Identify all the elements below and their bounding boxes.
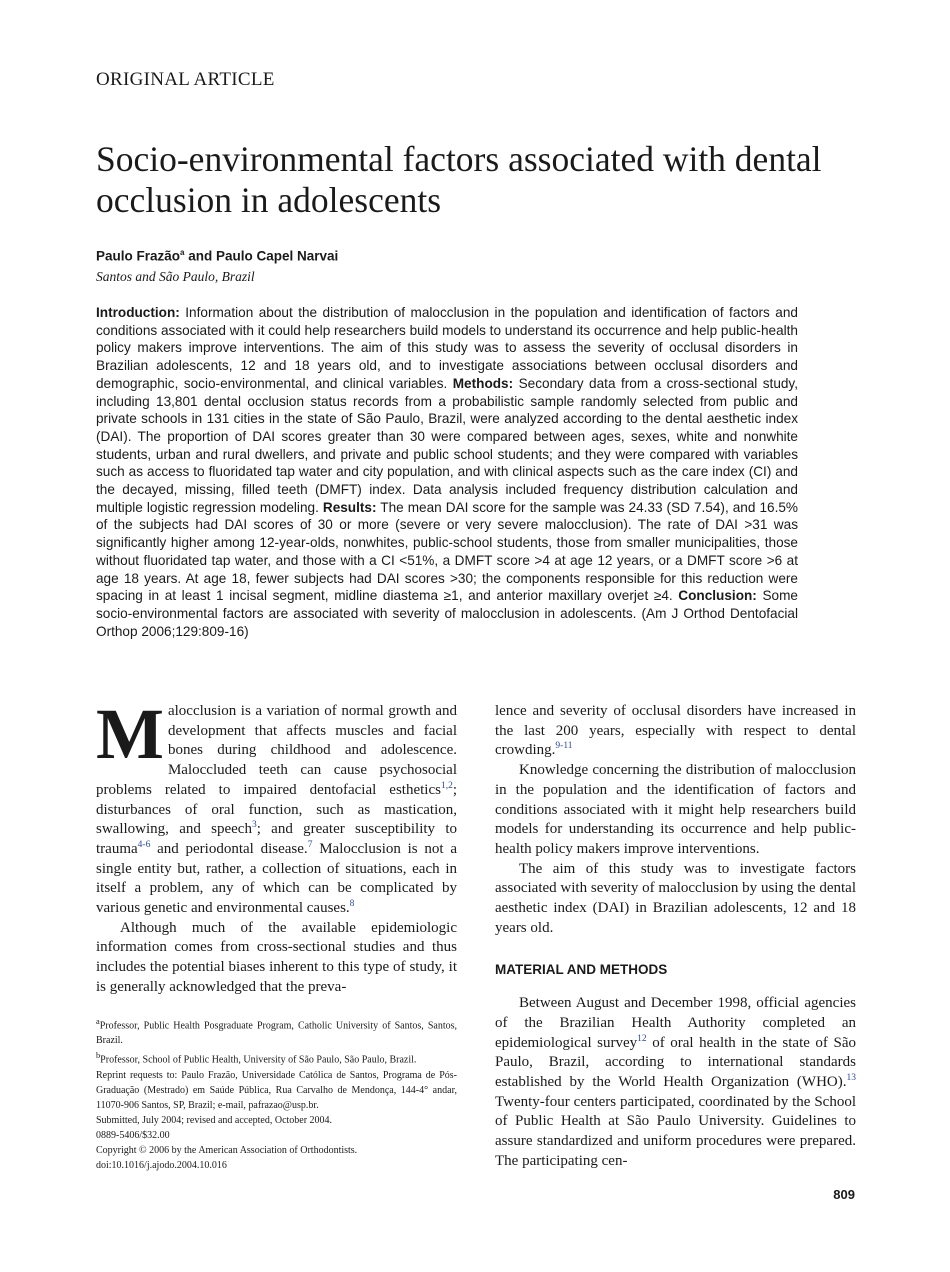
drop-cap: M xyxy=(96,694,164,774)
methods-p1-text-b: of oral health in the state of São Paulo, Brazil, according to international standards established by the World Health Organization (WHO). xyxy=(495,1034,856,1090)
section-heading-methods: MATERIAL AND METHODS xyxy=(495,962,668,978)
author-2: and Paulo Capel Narvai xyxy=(184,248,339,264)
citation-link[interactable]: 3 xyxy=(251,820,257,831)
abstract-intro-label: Introduction: xyxy=(96,305,180,320)
intro-p1-text-d: and periodontal disease. xyxy=(150,840,308,857)
intro-p1-text-c: ; and greater susceptibility to trauma xyxy=(96,821,457,857)
citation-link[interactable]: 8 xyxy=(349,899,355,910)
intro-p3-text: lence and severity of occlusal disorders have increased in the last 200 years, especially with respect to dental crowding. xyxy=(495,703,856,759)
author-1-affiliation-marker: a xyxy=(180,248,185,257)
intro-paragraph-5: The aim of this study was to investigate factors associated with severity of malocclusion by using the dental aesthetic index (DAI) in Brazilian adolescents, 12 and 18 years old. xyxy=(495,860,856,936)
footnote-b-marker: b xyxy=(96,1051,101,1061)
abstract-conclusion-text: Some socio-environmental factors are associated with severity of malocclusion in adolescents. (Am J Orthod Dentofacial Orthop 2006;129:809-16) xyxy=(96,588,798,639)
author-affiliation: Santos and São Paulo, Brazil xyxy=(96,269,255,284)
intro-p1-text-a: alocclusion is a variation of normal growth and development that affects muscles and facial bones during childhood and adolescence. Maloccluded teeth can cause psychosocial problems related to impaired dentofacial esthetics xyxy=(96,703,457,798)
footnote-b-text: Professor, School of Public Health, University of São Paulo, São Paulo, Brazil. xyxy=(100,1054,417,1066)
section-label: ORIGINAL ARTICLE xyxy=(96,69,275,90)
issn: 0889-5406/$32.00 xyxy=(96,1129,170,1141)
abstract-conclusion-label: Conclusion: xyxy=(678,588,757,604)
citation-link[interactable]: 12 xyxy=(637,1033,647,1044)
body-column-left xyxy=(96,694,457,998)
abstract-intro-text: Information about the distribution of malocclusion in the population and identification of factors and conditions associated with it could help researchers build models to understand its occurrence and help public-health policy makers improve interventions. The aim of this study was to assess the severity of occlusal disorders in Brazilian adolescents, 12 and 18 years old, and to investigate associations between occlusal disorders and demographic, socio-environmental, and clinical variables. xyxy=(96,305,798,391)
footnotes xyxy=(96,1014,457,1173)
body-column-right xyxy=(495,702,856,1171)
footnote-a xyxy=(96,1014,457,1048)
abstract-results-label: Results: xyxy=(322,499,377,515)
citation-link[interactable]: 1,2 xyxy=(440,780,453,791)
footnote-a-marker: a xyxy=(96,1017,100,1026)
copyright: Copyright © 2006 by the American Association of Orthodontists. xyxy=(96,1144,358,1156)
abstract-methods-label: Methods: xyxy=(452,375,514,391)
intro-paragraph-4: Knowledge concerning the distribution of malocclusion in the population and the identification of factors and conditions associated with it might help researchers build models for understanding its occurrence and help public-health policy makers improve interventions. xyxy=(495,762,856,857)
citation-link[interactable]: 9-11 xyxy=(555,741,573,752)
author-line xyxy=(96,248,338,264)
intro-p1-text-b: ; disturbances of oral function, such as mastication, swallowing, and speech xyxy=(96,781,457,838)
citation-link[interactable]: 13 xyxy=(846,1072,856,1083)
page-number: 809 xyxy=(833,1187,855,1202)
abstract-methods-text: Secondary data from a cross-sectional study, including 13,801 dental occlusion status records from a probabilistic sample randomly selected from public and private schools in 131 cities in the state of São Paulo, Brazil, were analyzed according to the dental aesthetic index (DAI). The proportion of DAI scores greater than 30 were compared between ages, sexes, white and nonwhite students, urban and rural dwellers, and private and public school students; and they were compared with variables such as access to fluoridated tap water and city population, and with clinical aspects such as the care index (CI) and the decayed, missing, filled teeth (DMFT) index. Data analysis included frequency distribution calculation and multiple logistic regression modeling. xyxy=(96,375,798,515)
intro-paragraph-3 xyxy=(495,702,856,761)
author-1: Paulo Frazão xyxy=(96,248,181,264)
intro-paragraph-1 xyxy=(96,694,457,919)
reprint-requests: Reprint requests to: Paulo Frazão, Universidade Católica de Santos, Programa de Pós-Graduação (Mestrado) em Saúde Pública, Rua Carvalho de Mendonça, 144-4° andar, 11070-906 Santos, SP, Brazil; e-mail, pafrazao@usp.br. xyxy=(96,1069,457,1111)
abstract xyxy=(96,304,798,640)
methods-p1-text-c: Twenty-four centers participated, coordinated by the School of Public Health at São Paulo University. Guidelines to assure standardized and uniform procedures were prepared. The participating cen- xyxy=(495,1093,856,1169)
citation-link[interactable]: 7 xyxy=(307,839,313,850)
submission-dates: Submitted, July 2004; revised and accepted, October 2004. xyxy=(96,1114,333,1126)
article-title: Socio-environmental factors associated with dental occlusion in adolescents xyxy=(96,139,822,220)
footnote-b xyxy=(96,1048,457,1067)
doi[interactable]: doi:10.1016/j.ajodo.2004.10.016 xyxy=(96,1159,227,1171)
footnote-a-text: Professor, Public Health Posgraduate Program, Catholic University of Santos, Santos, Brazil. xyxy=(96,1020,457,1047)
intro-p1-text-e: Malocclusion is not a single entity but, rather, a collection of situations, each in itself a problem, any of which can be complicated by various genetic and environmental causes. xyxy=(96,840,457,917)
methods-paragraph-1 xyxy=(495,994,856,1171)
methods-p1-text-a: Between August and December 1998, official agencies of the Brazilian Health Authority completed an epidemiological survey xyxy=(495,995,856,1051)
intro-paragraph-2: Although much of the available epidemiologic information comes from cross-sectional studies and thus includes the potential biases inherent to this type of study, it is generally acknowledged that the preva- xyxy=(96,919,457,995)
citation-link[interactable]: 4-6 xyxy=(137,839,151,850)
abstract-results-text: The mean DAI score for the sample was 24.33 (SD 7.54), and 16.5% of the subjects had DAI scores of 30 or more (severe or very severe malocclusion). The rate of DAI >31 was significantly higher among 12-year-olds, nonwhites, public-school students, those from smaller municipalities, those without fluoridated tap water, and those with a CI <51%, a DMFT score >4 at age 12 years, or a DMFT score >6 at age 18 years. At age 18, fewer subjects had DAI scores >30; the components responsible for this reduction were spacing in at least 1 incisal segment, midline diastema ≥1, and anterior maxillary overjet ≥4. xyxy=(96,499,798,604)
